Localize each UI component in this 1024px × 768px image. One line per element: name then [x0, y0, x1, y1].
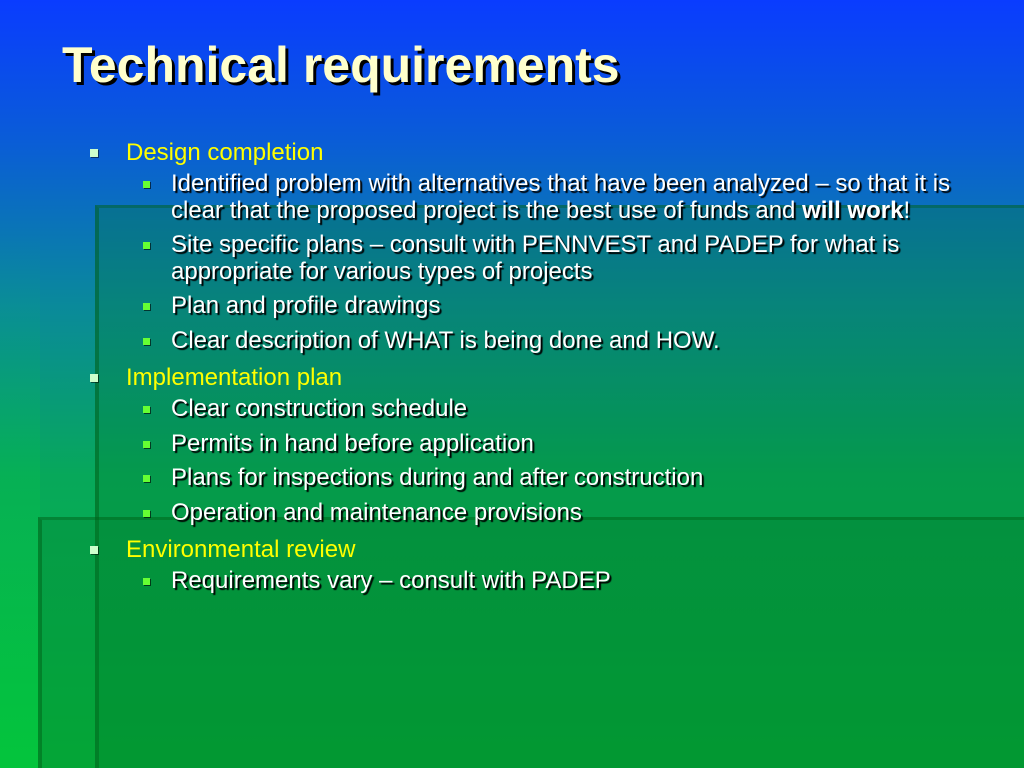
list-item	[0, 171, 1024, 224]
list-item	[0, 465, 1024, 492]
list-item	[0, 500, 1024, 527]
list-item	[0, 232, 1024, 285]
slide-title: Technical requirements	[62, 37, 620, 93]
section-heading-design-completion	[0, 137, 1024, 169]
square-bullet-icon	[143, 242, 150, 249]
section-heading-text: Implementation plan	[126, 364, 343, 391]
bullet-list	[0, 137, 1024, 603]
list-item-text: Operation and maintenance provisions	[171, 498, 582, 526]
list-item-text: Identified problem with alternatives that have been analyzed – so that it is clear that the proposed project is the best use of funds and	[171, 170, 951, 224]
list-item-text: Requirements vary – consult with PADEP	[171, 567, 611, 594]
list-item	[0, 431, 1024, 458]
square-bullet-icon	[143, 181, 150, 188]
list-item	[0, 568, 1024, 595]
square-bullet-icon	[143, 578, 150, 585]
section-heading-text: Environmental review	[126, 536, 356, 563]
square-bullet-icon	[143, 303, 150, 310]
square-bullet-icon	[143, 441, 150, 448]
list-item-text: Site specific plans – consult with PENNVEST and PADEP for what is appropriate for various types of projects	[171, 231, 900, 285]
list-item-emphasis: will work	[802, 196, 904, 224]
section-heading-text: Design completion	[126, 139, 324, 166]
list-item	[0, 396, 1024, 423]
square-bullet-icon	[143, 475, 150, 482]
list-item-text: Plans for inspections during and after construction	[171, 464, 704, 491]
section-heading-implementation-plan	[0, 362, 1024, 394]
list-item	[0, 328, 1024, 355]
list-item-text: Permits in hand before application	[171, 429, 534, 457]
section-heading-environmental-review	[0, 534, 1024, 566]
list-item	[0, 293, 1024, 320]
square-bullet-icon	[143, 338, 150, 345]
square-bullet-icon	[90, 546, 98, 554]
list-item-text: Clear description of WHAT is being done and HOW.	[171, 326, 720, 354]
square-bullet-icon	[90, 149, 98, 157]
square-bullet-icon	[143, 510, 150, 517]
list-item-text: Plan and profile drawings	[171, 292, 441, 319]
list-item-text-end: !	[903, 196, 911, 224]
square-bullet-icon	[90, 374, 98, 382]
list-item-text: Clear construction schedule	[171, 395, 468, 422]
square-bullet-icon	[143, 406, 150, 413]
